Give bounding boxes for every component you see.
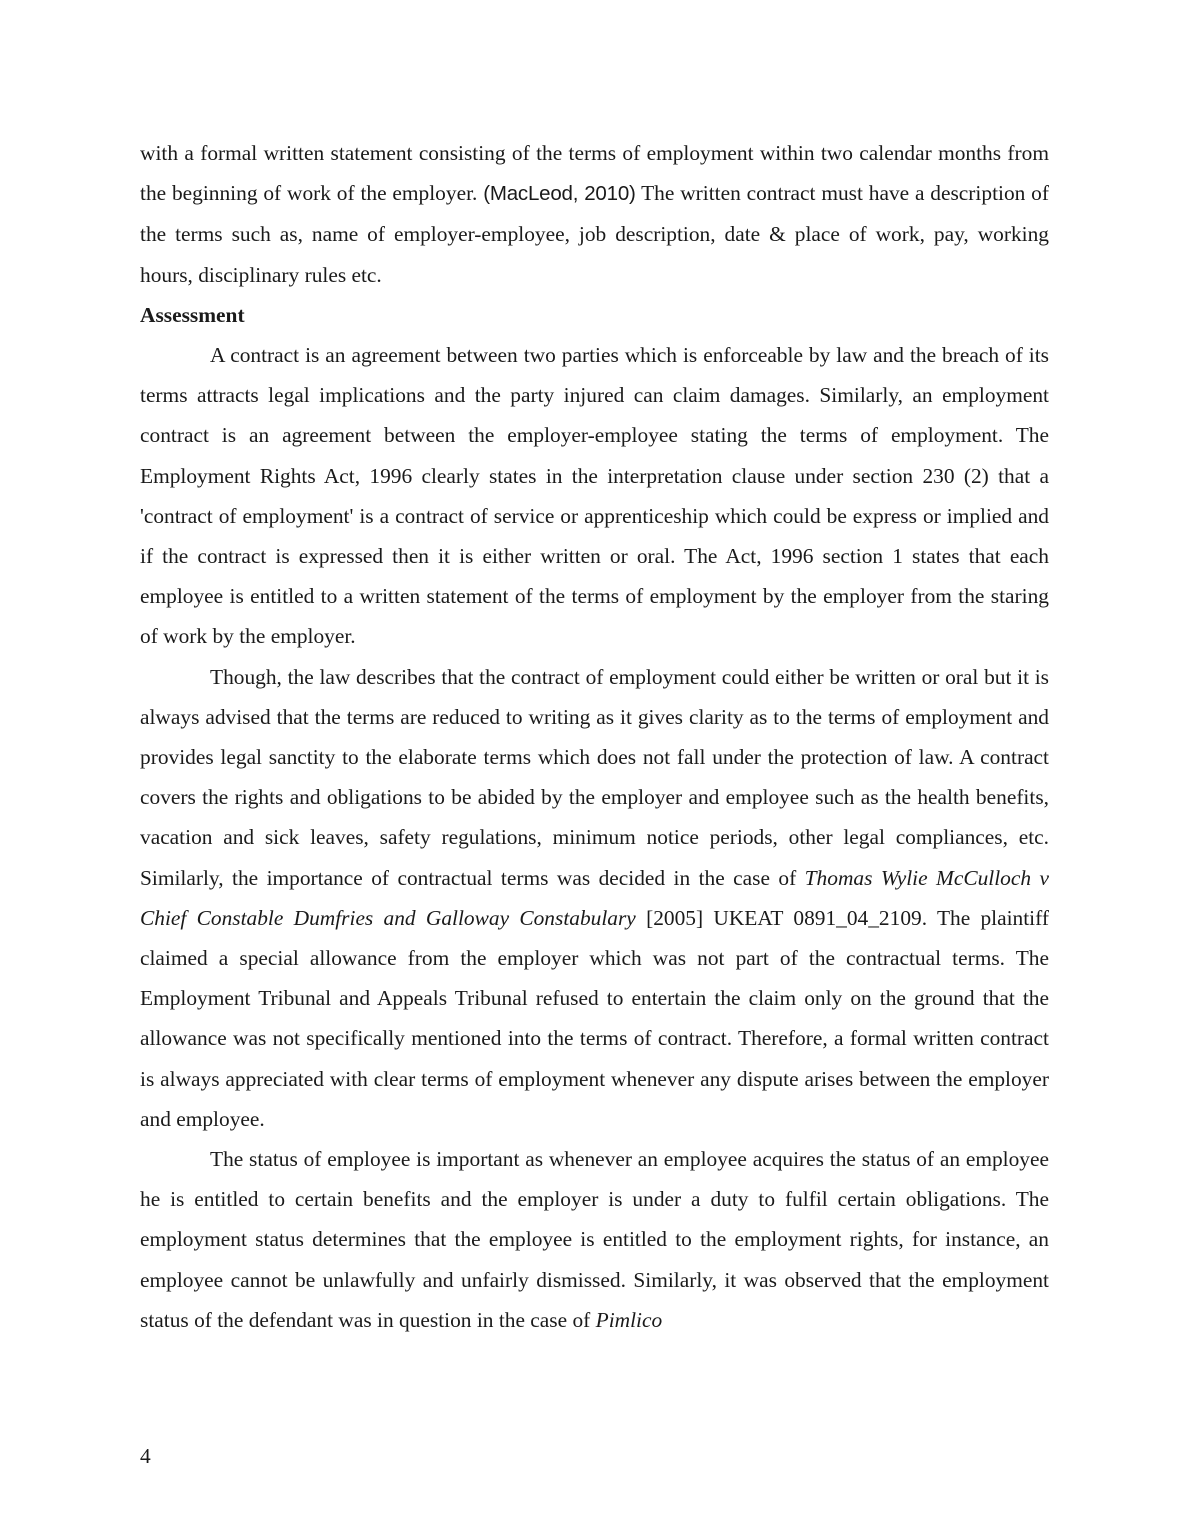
paragraph-3-text-b: [2005] UKEAT 0891_04_2109. The plaintiff claimed a special allowance from the employer which was not part of the contractual terms. The Employment Tribunal and Appeals Tribunal refused to entertain the claim only on the ground that the allowance was not specifically mentioned into the terms of contract. Therefore, a formal written contract is always appreciated with clear terms of employment whenever any dispute arises between the employer and employee. — [140, 905, 1049, 1131]
page-number: 4 — [140, 1444, 151, 1468]
document-page — [140, 133, 1049, 1340]
section-heading-assessment: Assessment — [140, 302, 245, 327]
paragraph-employee-status — [140, 1139, 1049, 1340]
paragraph-contract-definition: A contract is an agreement between two parties which is enforceable by law and the breach of its terms attracts legal implications and the party injured can claim damages. Similarly, an employment contract is an agreement between the employer-employee stating the terms of employment. The Employment Rights Act, 1996 clearly states in the interpretation clause under section 230 (2) that a 'contract of employment' is a contract of service or apprenticeship which could be express or implied and if the contract is expressed then it is either written or oral. The Act, 1996 section 1 states that each employee is entitled to a written statement of the terms of employment by the employer from the staring of work by the employer. — [140, 343, 1049, 649]
paragraph-1-text-a: with a formal written statement consisting of the terms of employment within two calendar months from the beginning of work of the employer. — [140, 141, 1049, 206]
paragraph-4-text-a: The status of employee is important as whenever an employee acquires the status of an employee he is entitled to certain benefits and the employer is under a duty to fulfil certain obligations. The employment status determines that the employee is entitled to the employment rights, for instance, an employee cannot be unlawfully and unfairly dismissed. Similarly, it was observed that the employment status of the defendant was in question in the case of — [140, 1147, 1049, 1332]
paragraph-written-contract — [140, 657, 1049, 1139]
citation-macleod: (MacLeod, 2010) — [483, 182, 636, 206]
paragraph-1-text-b: The written contract must have a description of the terms such as, name of employer-employee, job description, date & place of work, pay, working hours, disciplinary rules etc. — [140, 181, 1049, 287]
case-name-pimlico: Pimlico — [595, 1307, 663, 1332]
case-name-mcculloch: Thomas Wylie McCulloch v Chief Constable Dumfries and Galloway Constabulary — [140, 865, 1049, 930]
paragraph-3-text-a: Though, the law describes that the contract of employment could either be written or oral but it is always advised that the terms are reduced to writing as it gives clarity as to the terms of employment and provides legal sanctity to the elaborate terms which does not fall under the protection of law. A contract covers the rights and obligations to be abided by the employer and employee such as the health benefits, vacation and sick leaves, safety regulations, minimum notice periods, other legal compliances, etc. Similarly, the importance of contractual terms was decided in the case of — [140, 664, 1049, 890]
paragraph-continuation — [140, 133, 1049, 295]
